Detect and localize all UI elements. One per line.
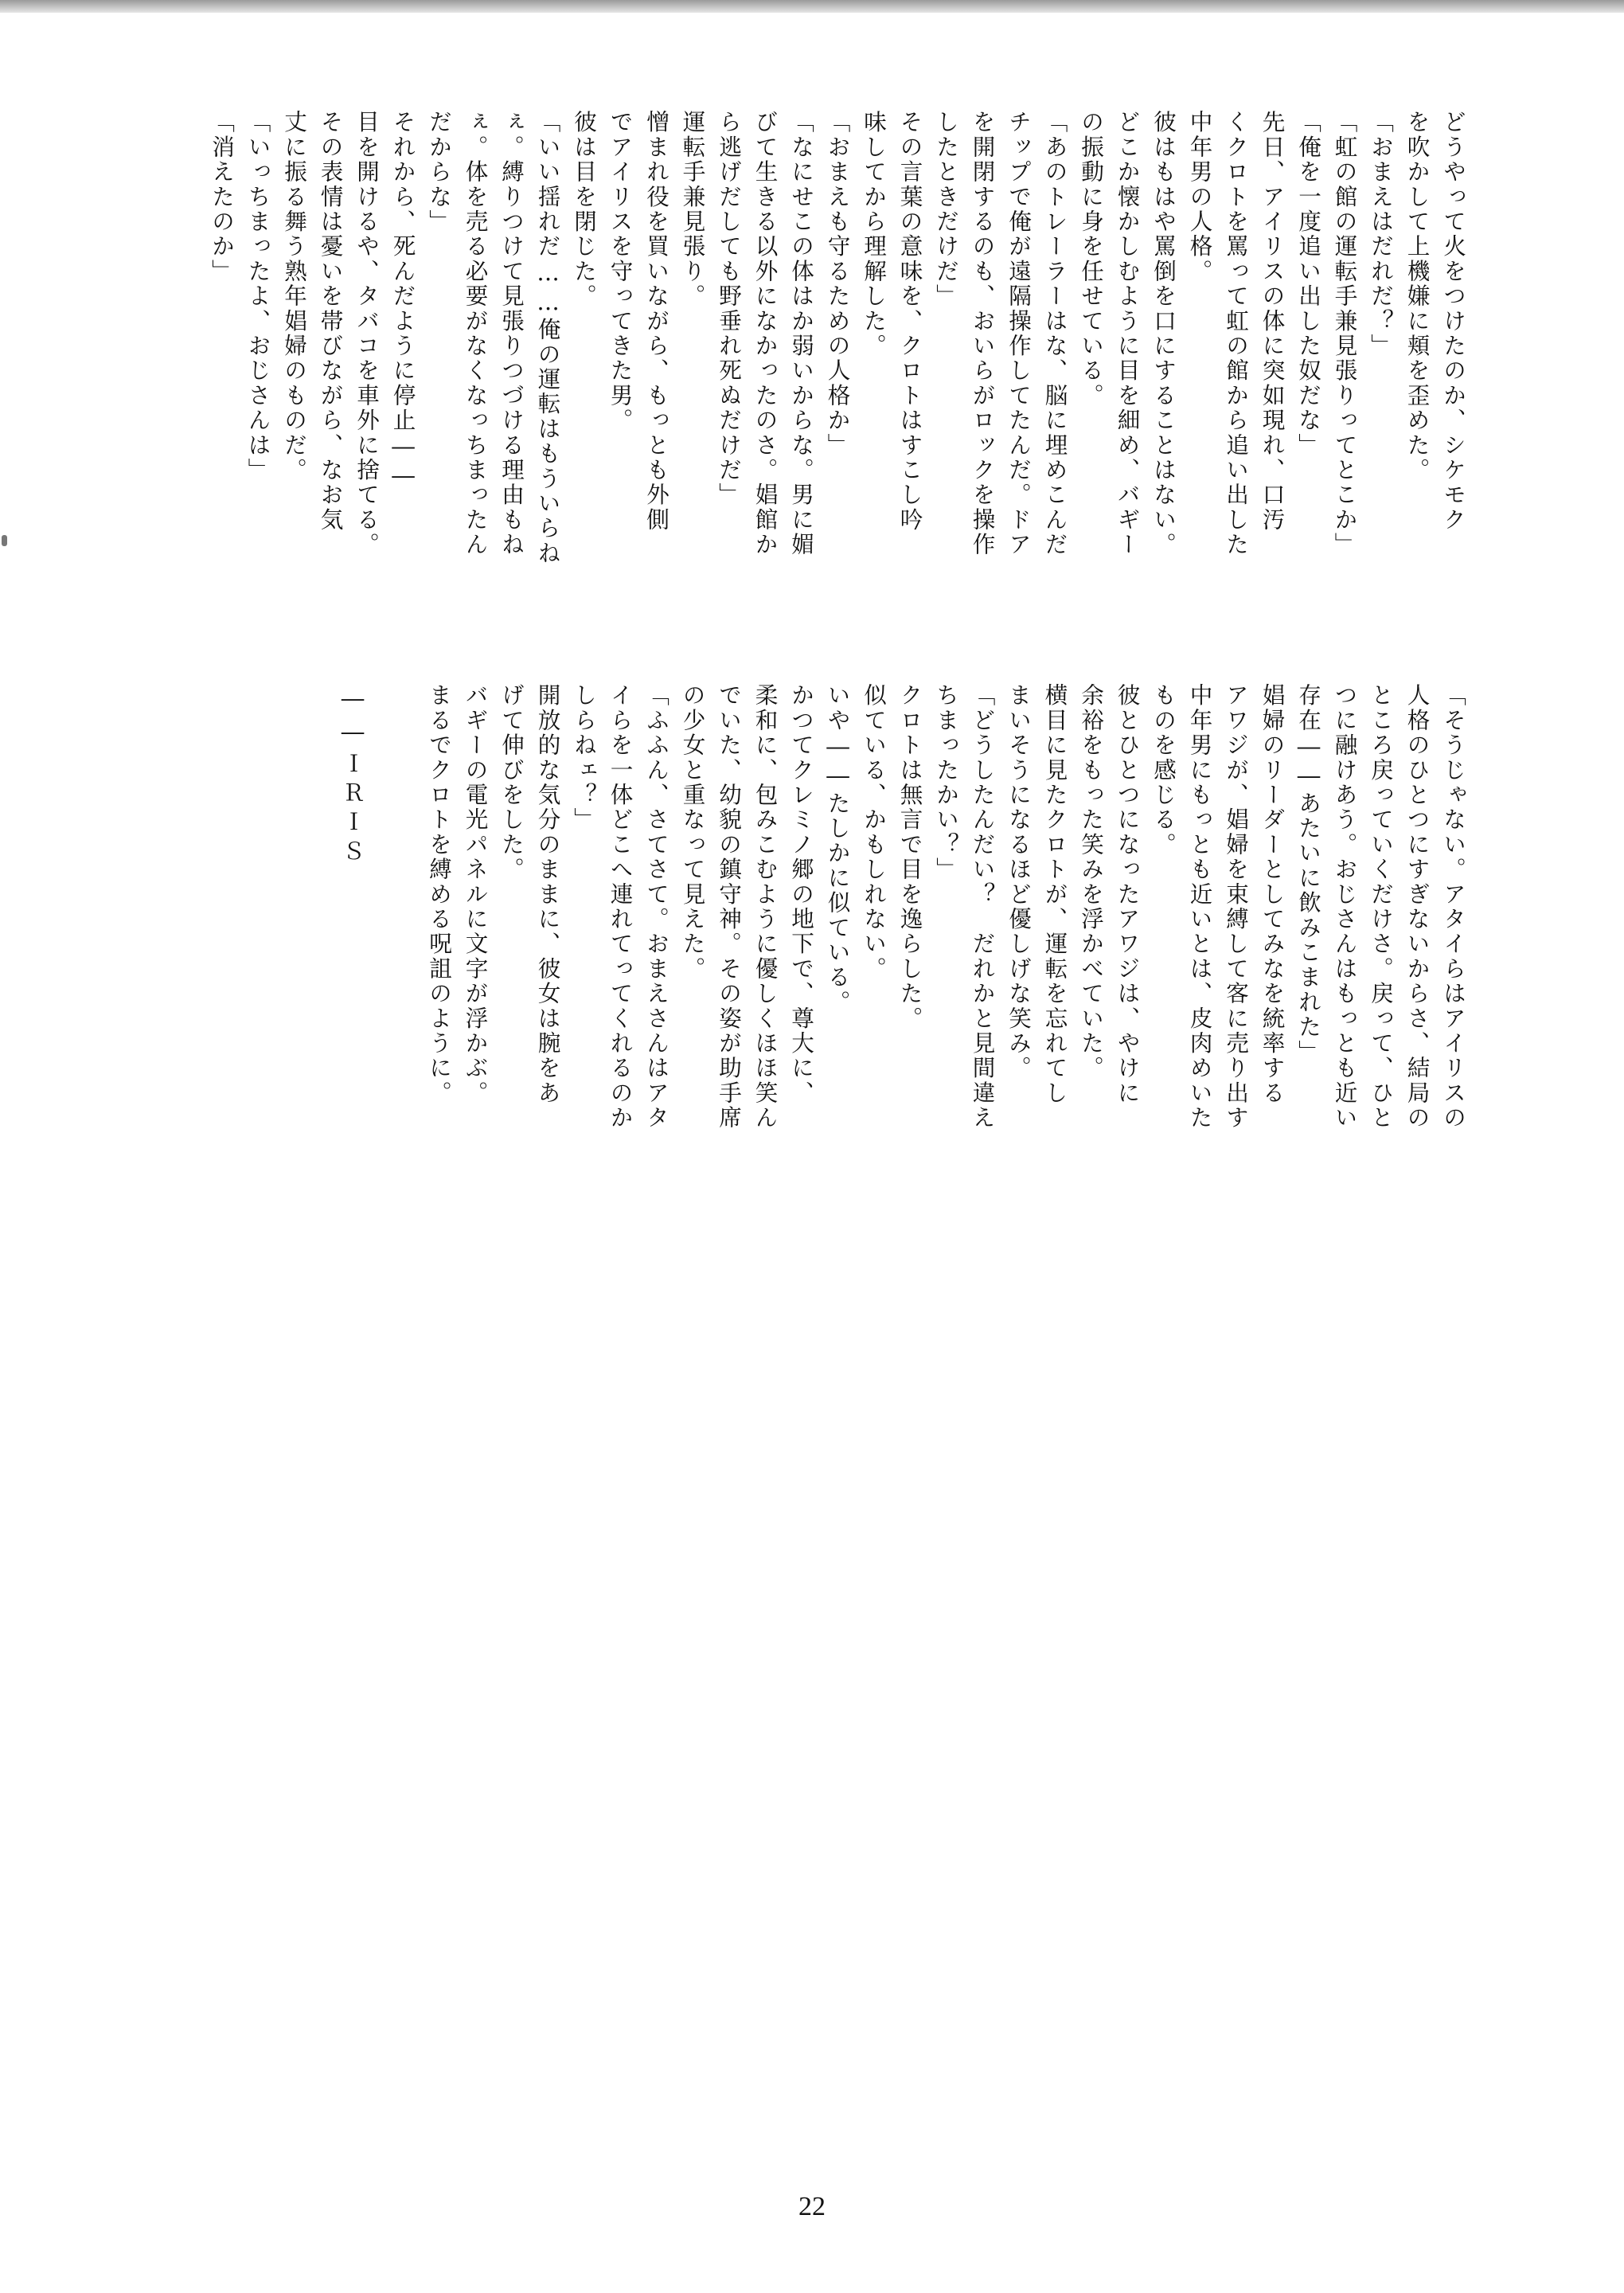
text-line: 「おまえも守るための人格か」 <box>824 110 852 458</box>
text-line: 余裕をもった笑みを浮かべていた。 <box>1078 683 1105 1081</box>
scan-margin-mark <box>2 535 7 546</box>
text-line: 「俺を一度追い出した奴だな」 <box>1295 110 1322 458</box>
text-line: したときだけだ」 <box>933 110 960 309</box>
text-line: 先日、アイリスの体に突如現れ、口汚 <box>1259 110 1286 533</box>
text-line: 似ている、かもしれない。 <box>861 683 888 982</box>
text-line: バギーの電光パネルに文字が浮かぶ。 <box>462 683 490 1106</box>
upper-text-block <box>182 110 1471 667</box>
text-line: それから、死んだように停止―― <box>389 110 417 491</box>
text-line: 運転手兼見張り。 <box>679 110 707 309</box>
text-line: 開放的な気分のままに、彼女は腕をあ <box>534 683 562 1106</box>
text-line: 味してから理解した。 <box>861 110 888 358</box>
text-line: の少女と重なって見えた。 <box>679 683 707 982</box>
text-line: クロトは無言で目を逸らした。 <box>896 683 924 1031</box>
text-line: ちまったかい？」 <box>933 683 960 882</box>
text-line: イらを一体どこへ連れてってくれるのか <box>607 683 634 1131</box>
text-line: 「あのトレーラーはな、脳に埋めこんだ <box>1041 110 1069 557</box>
text-line: つに融けあう。おじさんはもっとも近い <box>1331 683 1359 1131</box>
text-line: 存在――あたいに飲みこまれた」 <box>1295 683 1322 1064</box>
scan-top-edge <box>0 0 1624 13</box>
text-line: げて伸びをした。 <box>498 683 525 882</box>
text-line: を吹かして上機嫌に頬を歪めた。 <box>1403 110 1431 482</box>
text-line: まいそうになるほど優しげな笑み。 <box>1005 683 1033 1081</box>
text-line: 彼はもはや罵倒を口にすることはない。 <box>1150 110 1177 557</box>
text-line: 柔和に、包みこむように優しくほほ笑ん <box>751 683 779 1131</box>
text-line: どこか懐かしむように目を細め、バギー <box>1114 110 1142 557</box>
text-line: 「おまえはだれだ？」 <box>1368 110 1395 358</box>
text-line: 「虹の館の運転手兼見張りってとこか」 <box>1331 110 1359 557</box>
text-line: 「なにせこの体はか弱いからな。男に媚 <box>788 110 815 557</box>
text-line: 中年男にもっとも近いとは、皮肉めいた <box>1186 683 1214 1131</box>
text-line: くクロトを罵って虹の館から追い出した <box>1223 110 1250 557</box>
text-line: 中年男の人格。 <box>1186 110 1214 284</box>
text-line: 娼婦のリーダーとしてみなを統率する <box>1259 683 1286 1106</box>
text-line: アワジが、娼婦を束縛して客に売り出す <box>1223 683 1250 1131</box>
lower-text-block <box>406 683 1471 1209</box>
text-line: 「いい揺れだ……俺の運転はもういらね <box>534 110 562 566</box>
text-line: ところ戻っていくだけさ。戻って、ひと <box>1368 683 1395 1131</box>
text-line: 人格のひとつにすぎないからさ、結局の <box>1403 683 1431 1131</box>
page-number: 22 <box>798 2192 826 2221</box>
text-line: 丈に振る舞う熟年娼婦のものだ。 <box>281 110 308 482</box>
text-line: だからな」 <box>426 110 453 234</box>
text-line: チップで俺が遠隔操作してたんだ。ドア <box>1005 110 1033 557</box>
text-line: でいた、幼貌の鎮守神。その姿が助手席 <box>716 683 743 1131</box>
text-line: 彼とひとつになったアワジは、やけに <box>1114 683 1142 1106</box>
text-line: ぇ。体を売る必要がなくなっちまったん <box>462 110 490 557</box>
text-line: その表情は憂いを帯びながら、なお気 <box>317 110 345 533</box>
text-line: びて生きる以外になかったのさ。娼館か <box>751 110 779 557</box>
text-line: 憎まれ役を買いながら、もっとも外側 <box>643 110 670 533</box>
text-line: 「どうしたんだい？ だれかと見間違え <box>969 683 997 1131</box>
text-line: 「ふふん、さてさて。おまえさんはアタ <box>643 683 670 1131</box>
text-line: その言葉の意味を、クロトはすこし吟 <box>896 110 924 533</box>
text-line: 「消えたのか」 <box>209 110 236 284</box>
text-line: ら逃げだしても野垂れ死ぬだけだ」 <box>716 110 743 508</box>
text-line: を開閉するのも、おいらがロックを操作 <box>969 110 997 557</box>
text-line: 「そうじゃない。アタイらはアイリスの <box>1440 683 1467 1131</box>
text-line: 彼は目を閉じた。 <box>571 110 598 309</box>
text-line: しらねェ？」 <box>571 683 598 833</box>
text-line: いや――たしかに似ている。 <box>824 683 852 1015</box>
text-line: でアイリスを守ってきた男。 <box>607 110 634 433</box>
text-line: 「いっちまったよ、おじさんは」 <box>244 110 272 482</box>
text-line: 横目に見たクロトが、運転を忘れてし <box>1041 683 1069 1106</box>
text-line: かつてクレミノ郷の地下で、尊大に、 <box>788 683 815 1106</box>
text-line: まるでクロトを縛める呪詛のように。 <box>426 683 453 1106</box>
text-line: の振動に身を任せている。 <box>1078 110 1105 408</box>
text-line: 目を開けるや、タバコを車外に捨てる。 <box>353 110 381 557</box>
text-line: どうやって火をつけたのか、シケモク <box>1440 110 1467 533</box>
author-signature: ――ＩＲＩＳ <box>339 685 366 869</box>
text-line: ぇ。縛りつけて見張りつづける理由もね <box>498 110 525 557</box>
text-line: ものを感じる。 <box>1150 683 1177 857</box>
